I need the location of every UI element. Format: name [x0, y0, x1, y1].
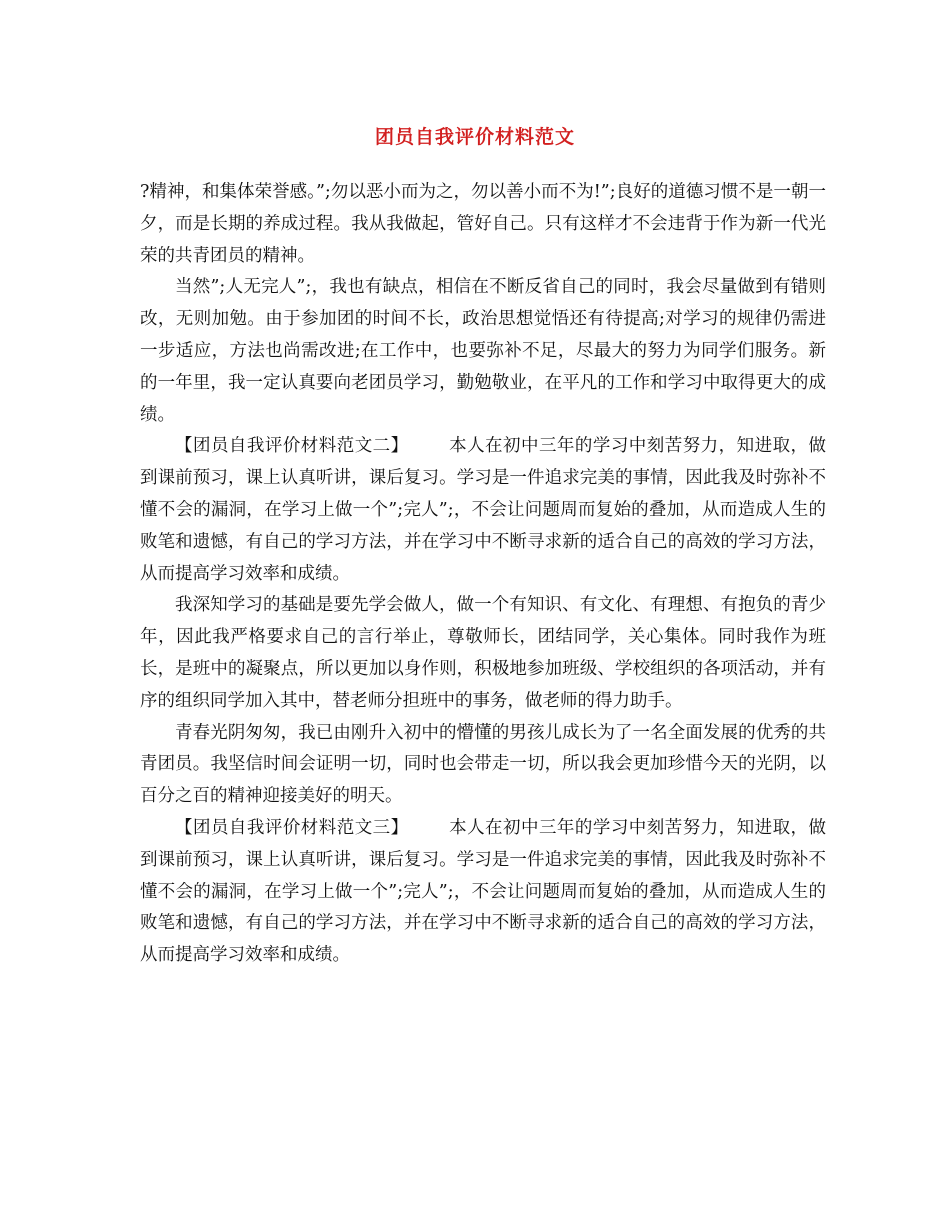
paragraph-5 — [140, 718, 826, 813]
paragraph-1 — [140, 177, 826, 272]
paragraph-text: 本人在初中三年的学习中刻苦努力，知进取，做到课前预习，课上认真听讲，课后复习。学习是一件追求完美的事情，因此我及时弥补不懂不会的漏洞，在学习上做一个”;完人”;，不会让问题周而复始的叠加，从而造成人生的败笔和遗憾，有自己的学习方法，并在学习中不断寻求新的适合自己的高效的学习方法，从而提高学习效率和成绩。 — [140, 817, 827, 966]
paragraph-text: 本人在初中三年的学习中刻苦努力，知进取，做到课前预习，课上认真听讲，课后复习。学习是一件追求完美的事情，因此我及时弥补不懂不会的漏洞，在学习上做一个”;完人”;，不会让问题周而复始的叠加，从而造成人生的败笔和遗憾，有自己的学习方法，并在学习中不断寻求新的适合自己的高效的学习方法，从而提高学习效率和成绩。 — [140, 436, 827, 584]
document-body — [140, 177, 826, 972]
paragraph-6 — [140, 813, 826, 972]
section-heading: 【团员自我评价材料范文三】 — [175, 817, 409, 838]
paragraph-3 — [140, 431, 826, 590]
paragraph-4 — [140, 590, 826, 717]
paragraph-text: 青春光阴匆匆，我已由刚升入初中的懵懂的男孩儿成长为了一名全面发展的优秀的共青团员。我坚信时间会证明一切，同时也会带走一切，所以我会更加珍惜今天的光阴，以百分之百的精神迎接美好的明天。 — [140, 722, 826, 807]
paragraph-2 — [140, 272, 826, 431]
section-heading: 【团员自我评价材料范文二】 — [175, 436, 409, 457]
paragraph-text: 当然”;人无完人”;，我也有缺点，相信在不断反省自己的同时，我会尽量做到有错则改，无则加勉。由于参加团的时间不长，政治思想觉悟还有待提高;对学习的规律仍需进一步适应，方法也尚需改进;在工作中，也要弥补不足，尽最大的努力为同学们服务。新的一年里，我一定认真要向老团员学习，勤勉敬业，在平凡的工作和学习中取得更大的成绩。 — [140, 277, 826, 425]
document-title: 团员自我评价材料范文 — [374, 126, 575, 148]
paragraph-text: 我深知学习的基础是要先学会做人，做一个有知识、有文化、有理想、有抱负的青少年，因此我严格要求自己的言行举止，尊敬师长，团结同学，关心集体。同时我作为班长，是班中的凝聚点，所以更加以身作则，积极地参加班级、学校组织的各项活动，并有序的组织同学加入其中，替老师分担班中的事务，做老师的得力助手。 — [140, 595, 826, 711]
paragraph-text: ?精神，和集体荣誉感。”;勿以恶小而为之，勿以善小而不为!”;良好的道德习惯不是一朝一夕，而是长期的养成过程。我从我做起，管好自己。只有这样才不会违背于作为新一代光荣的共青团员的精神。 — [140, 182, 826, 266]
